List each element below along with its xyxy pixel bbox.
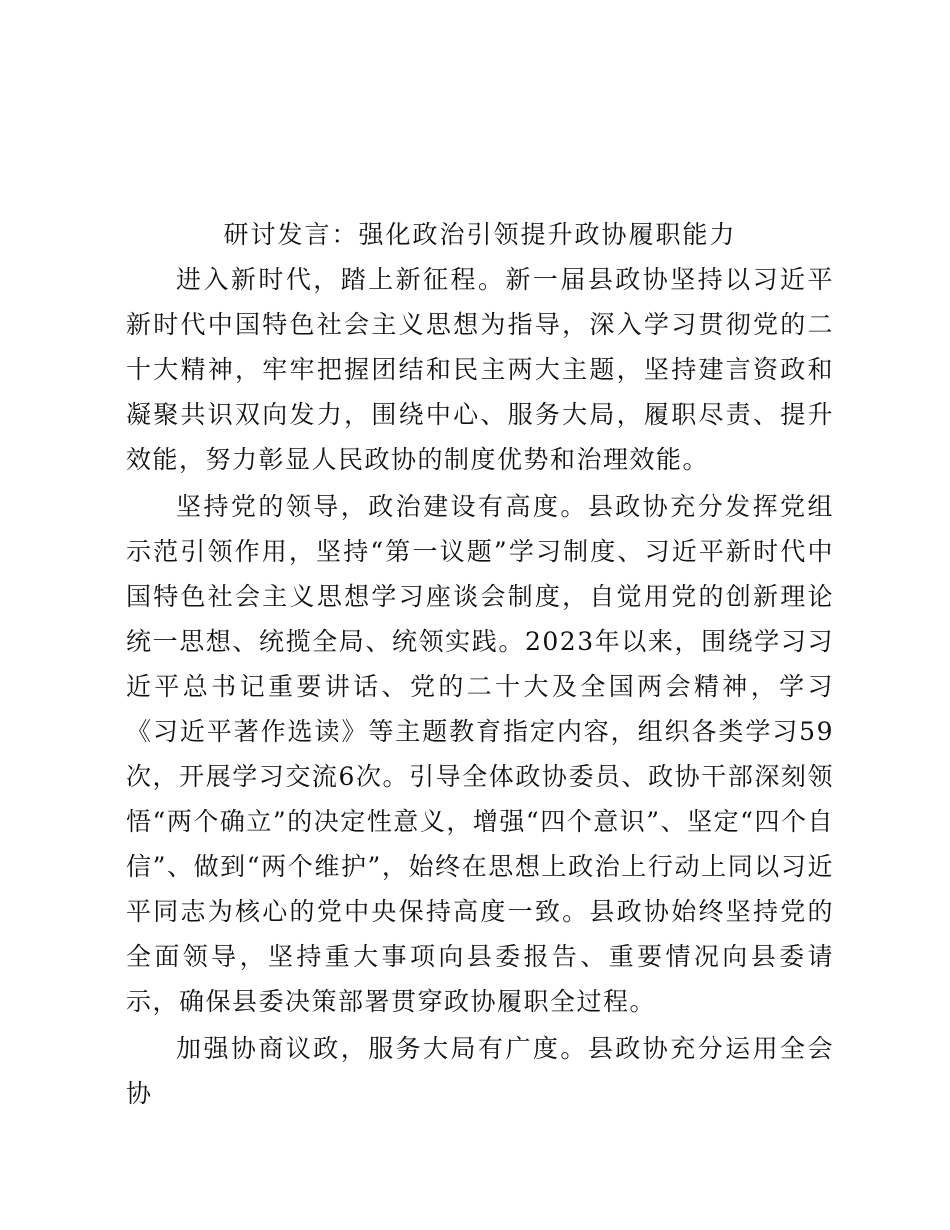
paragraph-party-leadership: 坚持党的领导，政治建设有高度。县政协充分发挥党组示范引领作用，坚持“第一议题”学习制度、习近平新时代中国特色社会主义思想学习座谈会制度，自觉用党的创新理论统一思想、统揽全局、统领实践。2023年以来，围绕学习习近平总书记重要讲话、党的二十大及全国两会精神，学习《习近平著作选读》等主题教育指定内容，组织各类学习59次，开展学习交流6次。引导全体政协委员、政协干部深刻领悟“两个确立”的决定性意义，增强“四个意识”、坚定“四个自信”、做到“两个维护”，始终在思想上政治上行动上同以习近平同志为核心的党中央保持高度一致。县政协始终坚持党的全面领导，坚持重大事项向县委报告、重要情况向县委请示，确保县委决策部署贯穿政协履职全过程。	[126, 492, 834, 1016]
paragraph-consultation: 加强协商议政，服务大局有广度。县政协充分运用全会协	[126, 1034, 834, 1108]
document-title: 研讨发言：强化政治引领提升政协履职能力	[223, 220, 737, 249]
paragraph-intro: 进入新时代，踏上新征程。新一届县政协坚持以习近平新时代中国特色社会主义思想为指导，深入学习贯彻党的二十大精神，牢牢把握团结和民主两大主题，坚持建言资政和凝聚共识双向发力，围绕中心、服务大局，履职尽责、提升效能，努力彰显人民政协的制度优势和治理效能。	[126, 265, 834, 474]
document-body	[126, 212, 834, 1118]
